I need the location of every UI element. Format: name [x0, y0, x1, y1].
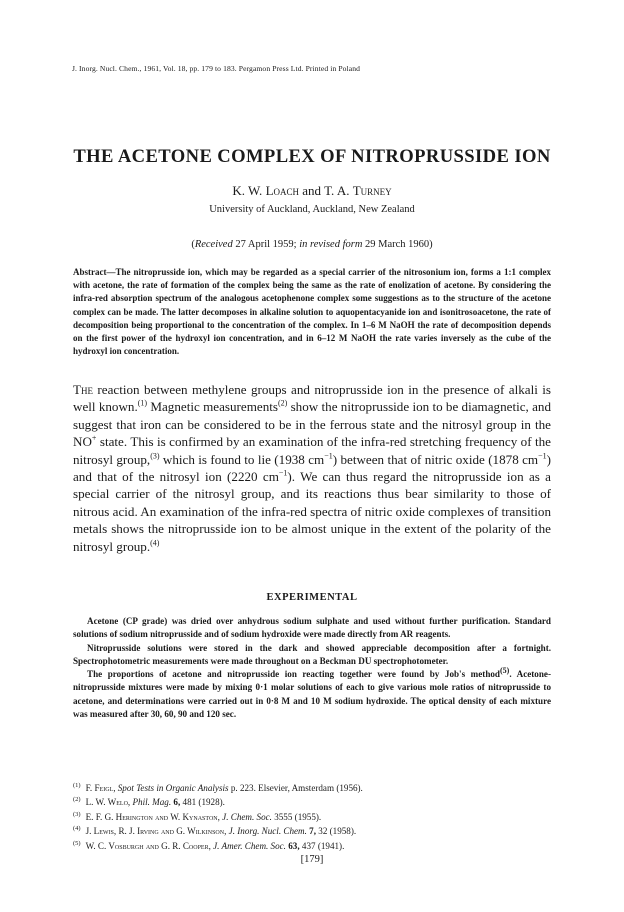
revised-label: in revised form: [299, 239, 363, 250]
reference-title: J. Chem. Soc.: [222, 811, 272, 822]
reference-details: p. 223. Elsevier, Amsterdam (1956).: [230, 783, 363, 793]
reference-number: (3): [73, 810, 81, 818]
reference-details: 32 (1958).: [318, 826, 357, 837]
abstract: [73, 266, 551, 358]
journal-citation: J. Inorg. Nucl. Chem., 1961, Vol. 18, pp. 179 to 183. Pergamon Press Ltd. Printed in Poland: [72, 64, 361, 73]
experimental-paragraph: Nitroprusside solutions were stored in the dark and showed appreciable decomposition after a fortnight. Spectrophotometric measurements were made throughout on a Beckman DU spectrophotometer.: [73, 642, 551, 666]
intro-text: show the nitroprusside ion to be diamagnetic, and suggest that iron can be considered to be in the ferrous state and the nitrosyl group in the NO: [73, 399, 551, 450]
author-line: [40, 183, 584, 199]
citation-ref: (5): [499, 666, 510, 676]
reference-list: [73, 781, 551, 853]
received-label: Received: [194, 239, 233, 250]
reference-number: (1): [73, 781, 81, 789]
received-open-paren: (: [191, 239, 195, 250]
section-heading: EXPERIMENTAL: [266, 592, 358, 603]
reference-details: 437 (1941).: [301, 840, 345, 851]
reference-author: F. Feigl,: [85, 783, 116, 793]
reference-author: E. F. G. Herington and W. Kynaston,: [85, 811, 220, 822]
intro-text: reaction between methylene groups and nitroprusside ion in the presence of alkali is well known.: [73, 382, 551, 415]
reference-number: (5): [73, 839, 81, 847]
author-2-surname: Turney: [352, 183, 392, 198]
exponent: −1: [278, 468, 288, 478]
exponent: −1: [324, 451, 333, 461]
reference-item: [73, 781, 551, 795]
superscript-plus: +: [91, 433, 97, 443]
intro-text: which is found to lie (1938 cm: [159, 451, 325, 467]
intro-text: ). We can thus regard the nitroprusside ion as a special carrier of the nitrosyl group, and its reactions thus bear similarity to those of nitrous acid. An examination of the infra-red spectra of nitric oxide complexes of transition metals shows the nitroprusside ion to be almost unique in the extent of the polarity of the nitrosyl group.: [73, 469, 551, 554]
author-1-initials: K. W.: [232, 183, 263, 198]
reference-title: J. Inorg. Nucl. Chem.: [228, 826, 307, 837]
intro-text: state. This is confirmed by an examination of the infra-red stretching frequency of the nitrosyl group,: [73, 434, 551, 467]
reference-volume: 7,: [309, 826, 316, 837]
abstract-label: Abstract: [73, 267, 107, 277]
reference-volume: 6,: [173, 797, 181, 808]
experimental-text: The proportions of acetone and nitroprusside ion reacting together were found by Job's method: [87, 669, 500, 680]
reference-author: W. C. Vosburgh and G. R. Cooper,: [85, 840, 211, 851]
reference-title: Phil. Mag.: [132, 797, 172, 808]
reference-item: [73, 839, 551, 853]
page-number: [179]: [300, 854, 324, 865]
revised-date: 29 March 1960): [365, 239, 433, 250]
received-line: [40, 239, 584, 250]
intro-text: ) between that of nitric oxide (1878 cm: [332, 451, 539, 467]
article-title: THE ACETONE COMPLEX OF NITROPRUSSIDE ION: [73, 146, 551, 167]
abstract-text: —The nitroprusside ion, which may be regarded as a special carrier of the nitrosonium ion, forms a 1:1 complex with acetone, the rate of formation of the complex being the same as the rate of enolization of acetone. By considering the infra-red absorption spectrum of the analogous acetophenone complex some suggestions as to the structure of the acetone complex can be made. The latter decomposes in alkaline solution to aquopentacyanide ion and isonitrosoacetone, the rate of decomposition being proportional to the concentration of the complex. In 1–6 M NaOH the rate of decomposition depends on the first power of the hydroxyl ion concentration, and in 6–12 M NaOH the rate varies inversely as the cube of the hydroxyl ion concentration.: [73, 267, 551, 357]
reference-title: J. Amer. Chem. Soc.: [213, 840, 286, 851]
citation-ref: (1): [137, 399, 148, 409]
introduction-paragraph: [73, 381, 551, 555]
reference-details: 481 (1928).: [182, 797, 225, 808]
affiliation: University of Auckland, Auckland, New Zealand: [209, 204, 415, 215]
reference-title: Spot Tests in Organic Analysis: [117, 783, 229, 793]
reference-item: [73, 795, 551, 809]
author-conjunction: and: [302, 183, 322, 198]
experimental-paragraph: [73, 668, 551, 721]
reference-author: J. Lewis, R. J. Irving and G. Wilkinson,: [85, 826, 227, 837]
reference-number: (4): [73, 825, 81, 833]
reference-number: (2): [73, 796, 81, 804]
intro-text: ) and that of the nitrosyl ion (2220 cm: [73, 451, 551, 485]
received-date: 27 April 1959;: [235, 239, 297, 250]
reference-author: L. W. Welo,: [85, 797, 131, 808]
intro-text: Magnetic measurements: [147, 399, 278, 415]
exponent: −1: [538, 451, 547, 461]
citation-ref: (2): [277, 399, 288, 409]
intro-lead-word: The: [73, 382, 93, 397]
citation-ref: (3): [150, 451, 160, 461]
reference-item: [73, 824, 551, 838]
experimental-section: [73, 615, 551, 721]
author-1-surname: Loach: [265, 183, 300, 198]
citation-ref: (4): [150, 538, 160, 548]
reference-volume: 63,: [288, 840, 300, 851]
experimental-paragraph: Acetone (CP grade) was dried over anhydrous sodium sulphate and used without further purification. Standard solutions of sodium nitroprusside and of sodium hydroxide were made directly from AR reagents.: [73, 616, 551, 640]
author-2-initials: T. A.: [324, 183, 350, 198]
experimental-text: . Acetone-nitroprusside mixtures were made by mixing 0·1 molar solutions of each to give various mole ratios of nitroprusside to acetone, and determinations were carried out in 0·8 M and 10 M sodium hydroxide. The optical density of each mixture was measured after 30, 60, 90 and 120 sec.: [73, 669, 551, 720]
reference-item: [73, 810, 551, 824]
reference-details: 3555 (1955).: [274, 811, 322, 822]
